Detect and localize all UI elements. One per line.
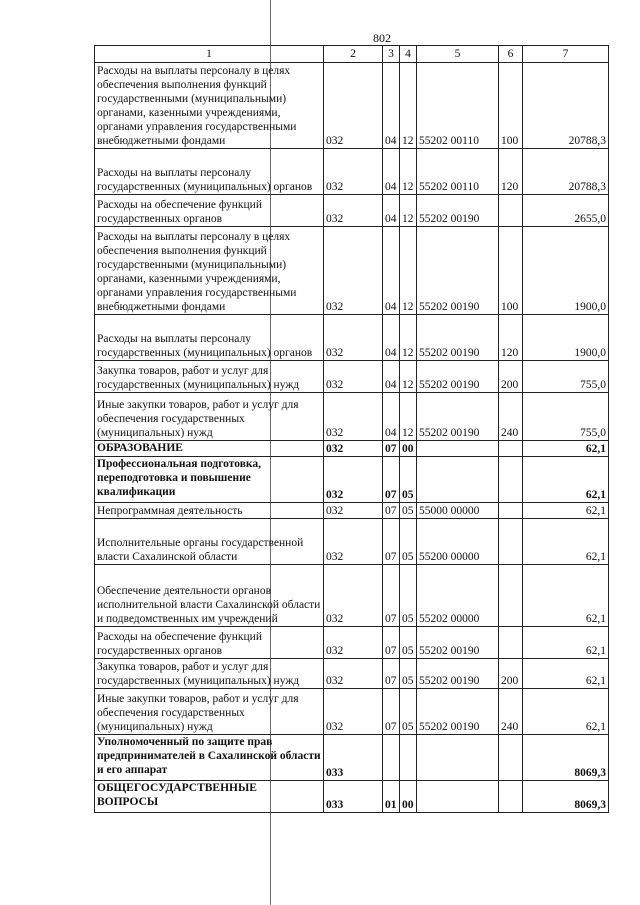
- row-amount-cell: 62,1: [523, 503, 609, 519]
- table-row: [95, 659, 609, 689]
- row-section-cell: 04: [383, 63, 400, 149]
- row-target-article-cell: 55202 00190: [417, 195, 499, 227]
- row-name-cell: Расходы на выплаты персоналу в целях обеспечения выполнения функций государственными (муниципальными) органами, казенными учреждениями, органами управления государственными внебюджетными фондами: [95, 227, 324, 315]
- header-row: [95, 46, 609, 63]
- row-name-cell: Непрограммная деятельность: [95, 503, 324, 519]
- row-section-cell: 07: [383, 457, 400, 503]
- table-row: [95, 393, 609, 441]
- row-subsection-cell: 12: [400, 63, 417, 149]
- row-grbs-cell: 032: [324, 63, 383, 149]
- row-target-article-cell: 55202 00190: [417, 315, 499, 361]
- row-expense-type-cell: 120: [499, 315, 523, 361]
- row-expense-type-cell: [499, 627, 523, 659]
- row-subsection-cell: 05: [400, 689, 417, 735]
- row-name-cell: Иные закупки товаров, работ и услуг для обеспечения государственных (муниципальных) нужд: [95, 689, 324, 735]
- row-section-cell: 01: [383, 781, 400, 813]
- row-subsection-cell: 12: [400, 149, 417, 195]
- row-subsection-cell: 12: [400, 361, 417, 393]
- header-cell: 7: [523, 46, 609, 63]
- row-subsection-cell: 05: [400, 659, 417, 689]
- row-amount-cell: 8069,3: [523, 735, 609, 781]
- row-grbs-cell: 032: [324, 565, 383, 627]
- row-expense-type-cell: 120: [499, 149, 523, 195]
- row-amount-cell: 62,1: [523, 627, 609, 659]
- row-section-cell: 04: [383, 149, 400, 195]
- table-row: [95, 689, 609, 735]
- row-section-cell: [383, 735, 400, 781]
- row-target-article-cell: 55202 00110: [417, 149, 499, 195]
- row-section-cell: 07: [383, 519, 400, 565]
- row-section-cell: 07: [383, 565, 400, 627]
- row-expense-type-cell: 100: [499, 227, 523, 315]
- table-row: [95, 519, 609, 565]
- row-target-article-cell: [417, 781, 499, 813]
- table-row: [95, 735, 609, 781]
- row-name-cell: Расходы на обеспечение функций государственных органов: [95, 195, 324, 227]
- row-subsection-cell: 05: [400, 627, 417, 659]
- row-amount-cell: 20788,3: [523, 63, 609, 149]
- row-target-article-cell: 55202 00190: [417, 659, 499, 689]
- row-name-cell: ОБЩЕГОСУДАРСТВЕННЫЕ ВОПРОСЫ: [95, 781, 324, 813]
- row-grbs-cell: 032: [324, 659, 383, 689]
- row-target-article-cell: 55202 00190: [417, 361, 499, 393]
- row-subsection-cell: 00: [400, 781, 417, 813]
- row-expense-type-cell: [499, 457, 523, 503]
- row-target-article-cell: 55202 00190: [417, 227, 499, 315]
- row-target-article-cell: [417, 457, 499, 503]
- row-section-cell: 04: [383, 195, 400, 227]
- table-row: [95, 195, 609, 227]
- row-amount-cell: 62,1: [523, 457, 609, 503]
- row-expense-type-cell: 200: [499, 659, 523, 689]
- row-target-article-cell: 55202 00190: [417, 689, 499, 735]
- page-number: 802: [373, 31, 391, 45]
- row-name-cell: Расходы на выплаты персоналу государственных (муниципальных) органов: [95, 149, 324, 195]
- row-section-cell: 04: [383, 361, 400, 393]
- row-subsection-cell: 05: [400, 519, 417, 565]
- row-name-cell: Расходы на выплаты персоналу в целях обеспечения выполнения функций государственными (муниципальными) органами, казенными учреждениями, органами управления государственными внебюджетными фондами: [95, 63, 324, 149]
- table-row: [95, 441, 609, 457]
- row-target-article-cell: 55202 00000: [417, 565, 499, 627]
- row-expense-type-cell: [499, 195, 523, 227]
- row-grbs-cell: 032: [324, 195, 383, 227]
- table-row: [95, 781, 609, 813]
- row-target-article-cell: 55202 00190: [417, 627, 499, 659]
- row-name-cell: Обеспечение деятельности органов исполнительной власти Сахалинской области и подведомственных им учреждений: [95, 565, 324, 627]
- row-grbs-cell: 032: [324, 441, 383, 457]
- row-name-cell: Уполномоченный по защите прав предпринимателей в Сахалинской области и его аппарат: [95, 735, 324, 781]
- row-section-cell: 04: [383, 393, 400, 441]
- header-cell: 2: [324, 46, 383, 63]
- row-expense-type-cell: 240: [499, 393, 523, 441]
- row-amount-cell: 755,0: [523, 393, 609, 441]
- row-name-cell: Расходы на обеспечение функций государственных органов: [95, 627, 324, 659]
- table-row: [95, 149, 609, 195]
- row-grbs-cell: 032: [324, 227, 383, 315]
- row-grbs-cell: 032: [324, 315, 383, 361]
- row-expense-type-cell: 200: [499, 361, 523, 393]
- row-amount-cell: 755,0: [523, 361, 609, 393]
- row-amount-cell: 62,1: [523, 565, 609, 627]
- table-row: [95, 457, 609, 503]
- row-grbs-cell: 032: [324, 361, 383, 393]
- row-grbs-cell: 032: [324, 519, 383, 565]
- row-subsection-cell: 12: [400, 315, 417, 361]
- header-cell: 3: [383, 46, 400, 63]
- row-expense-type-cell: [499, 781, 523, 813]
- row-expense-type-cell: [499, 565, 523, 627]
- table-body: [95, 63, 609, 813]
- row-name-cell: Исполнительные органы государственной власти Сахалинской области: [95, 519, 324, 565]
- row-grbs-cell: 033: [324, 735, 383, 781]
- table-row: [95, 227, 609, 315]
- row-section-cell: 07: [383, 689, 400, 735]
- row-subsection-cell: 05: [400, 565, 417, 627]
- row-amount-cell: 1900,0: [523, 315, 609, 361]
- row-grbs-cell: 032: [324, 689, 383, 735]
- row-expense-type-cell: 240: [499, 689, 523, 735]
- row-subsection-cell: 05: [400, 503, 417, 519]
- row-amount-cell: 20788,3: [523, 149, 609, 195]
- row-amount-cell: 62,1: [523, 441, 609, 457]
- row-amount-cell: 1900,0: [523, 227, 609, 315]
- row-subsection-cell: 12: [400, 195, 417, 227]
- row-grbs-cell: 032: [324, 149, 383, 195]
- row-section-cell: 07: [383, 503, 400, 519]
- row-target-article-cell: 55202 00110: [417, 63, 499, 149]
- row-name-cell: Закупка товаров, работ и услуг для государственных (муниципальных) нужд: [95, 361, 324, 393]
- row-subsection-cell: 12: [400, 393, 417, 441]
- row-name-cell: Расходы на выплаты персоналу государственных (муниципальных) органов: [95, 315, 324, 361]
- row-amount-cell: 62,1: [523, 659, 609, 689]
- row-amount-cell: 62,1: [523, 689, 609, 735]
- row-name-cell: ОБРАЗОВАНИЕ: [95, 441, 324, 457]
- row-target-article-cell: 55200 00000: [417, 519, 499, 565]
- table-row: [95, 627, 609, 659]
- row-section-cell: 07: [383, 659, 400, 689]
- table-row: [95, 503, 609, 519]
- row-section-cell: 07: [383, 627, 400, 659]
- table-row: [95, 361, 609, 393]
- row-grbs-cell: 032: [324, 627, 383, 659]
- table-row: [95, 565, 609, 627]
- budget-table: [94, 45, 609, 813]
- header-cell: 1: [95, 46, 324, 63]
- row-name-cell: Профессиональная подготовка, переподготовка и повышение квалификации: [95, 457, 324, 503]
- row-grbs-cell: 032: [324, 393, 383, 441]
- header-cell: 6: [499, 46, 523, 63]
- row-target-article-cell: 55000 00000: [417, 503, 499, 519]
- row-target-article-cell: [417, 441, 499, 457]
- row-subsection-cell: 05: [400, 457, 417, 503]
- row-target-article-cell: [417, 735, 499, 781]
- header-cell: 4: [400, 46, 417, 63]
- row-grbs-cell: 032: [324, 503, 383, 519]
- row-section-cell: 04: [383, 227, 400, 315]
- row-amount-cell: 8069,3: [523, 781, 609, 813]
- row-amount-cell: 2655,0: [523, 195, 609, 227]
- row-expense-type-cell: [499, 441, 523, 457]
- row-name-cell: Иные закупки товаров, работ и услуг для обеспечения государственных (муниципальных) нужд: [95, 393, 324, 441]
- row-expense-type-cell: 100: [499, 63, 523, 149]
- row-grbs-cell: 032: [324, 457, 383, 503]
- row-subsection-cell: 00: [400, 441, 417, 457]
- row-expense-type-cell: [499, 519, 523, 565]
- row-target-article-cell: 55202 00190: [417, 393, 499, 441]
- table-row: [95, 63, 609, 149]
- row-amount-cell: 62,1: [523, 519, 609, 565]
- header-cell: 5: [417, 46, 499, 63]
- row-expense-type-cell: [499, 735, 523, 781]
- table-row: [95, 315, 609, 361]
- row-subsection-cell: [400, 735, 417, 781]
- row-section-cell: 04: [383, 315, 400, 361]
- row-name-cell: Закупка товаров, работ и услуг для государственных (муниципальных) нужд: [95, 659, 324, 689]
- row-expense-type-cell: [499, 503, 523, 519]
- row-subsection-cell: 12: [400, 227, 417, 315]
- row-section-cell: 07: [383, 441, 400, 457]
- row-grbs-cell: 033: [324, 781, 383, 813]
